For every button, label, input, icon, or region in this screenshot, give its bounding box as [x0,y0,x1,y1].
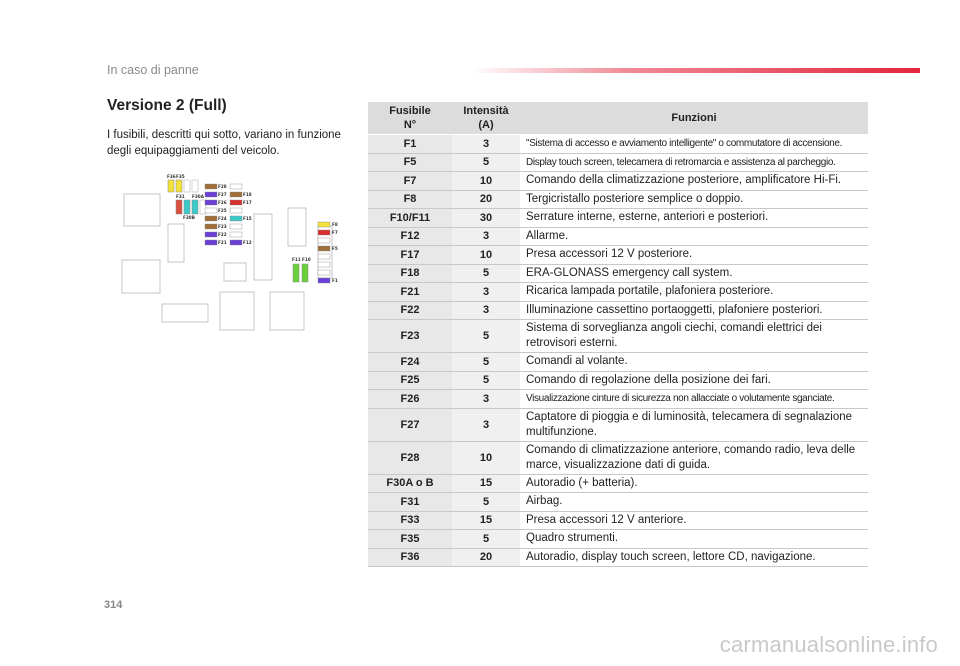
function-cell: Sistema di sorveglianza angoli ciechi, comandi elettrici dei retrovisori esterni. [520,320,868,353]
table-row [368,441,868,474]
table-row [368,530,868,549]
table-row [368,264,868,283]
function-cell: Comando di regolazione della posizione dei fari. [520,371,868,390]
label-f24: F24 [218,216,227,221]
label-f36: F36 [167,174,176,179]
fuse-f7-mark [318,230,330,235]
fuse-f5-mark [318,246,330,251]
label-f26: F26 [218,200,227,205]
header-amperage: Intensità (A) [452,102,520,135]
fuse-number-cell: F28 [368,441,452,474]
amperage-cell: 15 [452,474,520,493]
function-cell: Comandi al volante. [520,353,868,372]
function-cell: Autoradio, display touch screen, lettore CD, navigazione. [520,548,868,567]
function-cell: Allarme. [520,227,868,246]
function-cell: Airbag. [520,493,868,512]
fuse-number-cell: F24 [368,353,452,372]
fuse-number-cell: F35 [368,530,452,549]
function-cell: Captatore di pioggia e di luminosità, telecamera di segnalazione multifunzione. [520,408,868,441]
fuse-table [368,102,868,567]
fuse-number-cell: F5 [368,153,452,172]
fuse-f22-mark [205,232,217,237]
fuse-number-cell: F36 [368,548,452,567]
amperage-cell: 3 [452,135,520,154]
amperage-cell: 3 [452,408,520,441]
fuse-f27-mark [205,192,217,197]
label-f11: F11 [292,257,301,262]
amperage-cell: 3 [452,390,520,409]
fuse-number-cell: F22 [368,301,452,320]
fuse-f11-mark [293,264,299,282]
fuse-number-cell: F25 [368,371,452,390]
function-cell: Ricarica lampada portatile, plafoniera posteriore. [520,283,868,302]
function-cell: Display touch screen, telecamera di retromarcia e assistenza al parcheggio. [520,153,868,172]
function-cell: Visualizzazione cinture di sicurezza non allacciate o volutamente sganciate. [520,390,868,409]
amperage-cell: 3 [452,301,520,320]
function-cell: Autoradio (+ batteria). [520,474,868,493]
table-row [368,135,868,154]
fuse-f24-mark [205,216,217,221]
fuse-number-cell: F23 [368,320,452,353]
diagram-block [224,263,246,281]
header-functions: Funzioni [520,102,868,135]
amperage-cell: 10 [452,172,520,191]
amperage-cell: 5 [452,353,520,372]
fuse-box-diagram [118,170,348,335]
amperage-cell: 20 [452,548,520,567]
table-row [368,227,868,246]
fuse-number-cell: F31 [368,493,452,512]
diagram-block [162,304,208,322]
fuse-f17-mark [230,200,242,205]
diagram-block [168,224,184,262]
amperage-cell: 10 [452,246,520,265]
watermark: carmanualsonline.info [719,632,938,657]
amperage-cell: 5 [452,371,520,390]
diagram-block [124,194,160,226]
fuse-f30b-mark [184,200,190,214]
label-f31: F31 [176,194,185,199]
table-row [368,153,868,172]
svg-text:F11 F10 [292,257,311,262]
fuse-number-cell: F26 [368,390,452,409]
fuse-f1-mark [318,278,330,283]
amperage-cell: 20 [452,190,520,209]
fuse-number-cell: F12 [368,227,452,246]
amperage-cell: 5 [452,493,520,512]
function-cell: Comando di climatizzazione anteriore, comando radio, leva delle marce, visualizzazione dati di guida. [520,441,868,474]
fuse-number-cell: F1 [368,135,452,154]
header-accent-bar [470,68,920,73]
label-f18: F18 [243,192,252,197]
diagram-block [122,260,160,293]
function-cell: Tergicristallo posteriore semplice o doppio. [520,190,868,209]
fuse-f21-mark [205,240,217,245]
header-fuse-number: Fusibile N° [368,102,452,135]
amperage-cell: 5 [452,264,520,283]
amperage-cell: 10 [452,441,520,474]
table-row [368,408,868,441]
fuse-number-cell: F33 [368,511,452,530]
diagram-block [270,292,304,330]
function-cell: Quadro strumenti. [520,530,868,549]
label-f10: F10 [302,257,311,262]
fuse-number-cell: F27 [368,408,452,441]
diagram-block [288,208,306,246]
table-row [368,301,868,320]
label-f1: F1 [332,278,338,283]
label-f21: F21 [218,240,227,245]
fuse-f36-mark [168,180,174,192]
table-row [368,371,868,390]
function-cell: "Sistema di accesso e avviamento intelligente" o commutatore di accensione. [520,135,868,154]
amperage-cell: 15 [452,511,520,530]
fuse-f8-mark [318,222,330,227]
fuse-number-cell: F7 [368,172,452,191]
function-cell: ERA-GLONASS emergency call system. [520,264,868,283]
label-f22: F22 [218,232,227,237]
function-cell: Comando della climatizzazione posteriore, amplificatore Hi-Fi. [520,172,868,191]
table-row [368,190,868,209]
page-number: 314 [104,599,123,611]
diagram-block [220,292,254,330]
section-title: Versione 2 (Full) [107,97,227,114]
fuse-number-cell: F21 [368,283,452,302]
amperage-cell: 3 [452,283,520,302]
function-cell: Illuminazione cassettino portaoggetti, plafoniere posteriori. [520,301,868,320]
table-row [368,209,868,228]
fuse-f12-mark [230,240,242,245]
table-row [368,511,868,530]
label-f23: F23 [218,224,227,229]
label-f35: F35 [176,174,185,179]
fuse-number-cell: F8 [368,190,452,209]
table-row [368,246,868,265]
label-f30a: F30A [192,194,204,199]
diagram-block [254,214,272,280]
function-cell: Presa accessori 12 V posteriore. [520,246,868,265]
intro-paragraph: I fusibili, descritti qui sotto, variano in funzione degli equipaggiamenti del veicolo. [107,129,341,157]
label-f27: F27 [218,192,227,197]
table-row [368,390,868,409]
fuse-number-cell: F30A o B [368,474,452,493]
label-f15: F15 [243,216,252,221]
fuse-f28-mark [205,184,217,189]
amperage-cell: 30 [452,209,520,228]
label-f12: F12 [243,240,252,245]
amperage-cell: 5 [452,153,520,172]
amperage-cell: 5 [452,320,520,353]
label-f28: F28 [218,184,227,189]
fuse-number-cell: F17 [368,246,452,265]
table-row [368,172,868,191]
table-row [368,320,868,353]
table-row [368,474,868,493]
header-section-label: In caso di panne [107,63,199,77]
svg-text:F8 F7 F5 F1 [332,222,339,283]
table-row [368,353,868,372]
table-row [368,548,868,567]
label-f17: F17 [243,200,252,205]
fuse-f30a-mark [192,200,198,214]
fuse-f10-mark [302,264,308,282]
fuse-f31-mark [176,200,182,214]
amperage-cell: 5 [452,530,520,549]
fuse-f35-mark [176,180,182,192]
fuse-number-cell: F18 [368,264,452,283]
function-cell: Serrature interne, esterne, anteriori e posteriori. [520,209,868,228]
fuse-f18-mark [230,192,242,197]
table-row [368,493,868,512]
label-f30b: F30B [183,215,195,220]
function-cell: Presa accessori 12 V anteriore. [520,511,868,530]
label-f5: F5 [332,246,338,251]
fuse-f15-mark [230,216,242,221]
label-f7: F7 [332,230,338,235]
table-row [368,283,868,302]
fuse-f26-mark [205,200,217,205]
amperage-cell: 3 [452,227,520,246]
fuse-number-cell: F10/F11 [368,209,452,228]
fuse-f23-mark [205,224,217,229]
label-f25: F25 [218,208,227,213]
label-f8: F8 [332,222,338,227]
